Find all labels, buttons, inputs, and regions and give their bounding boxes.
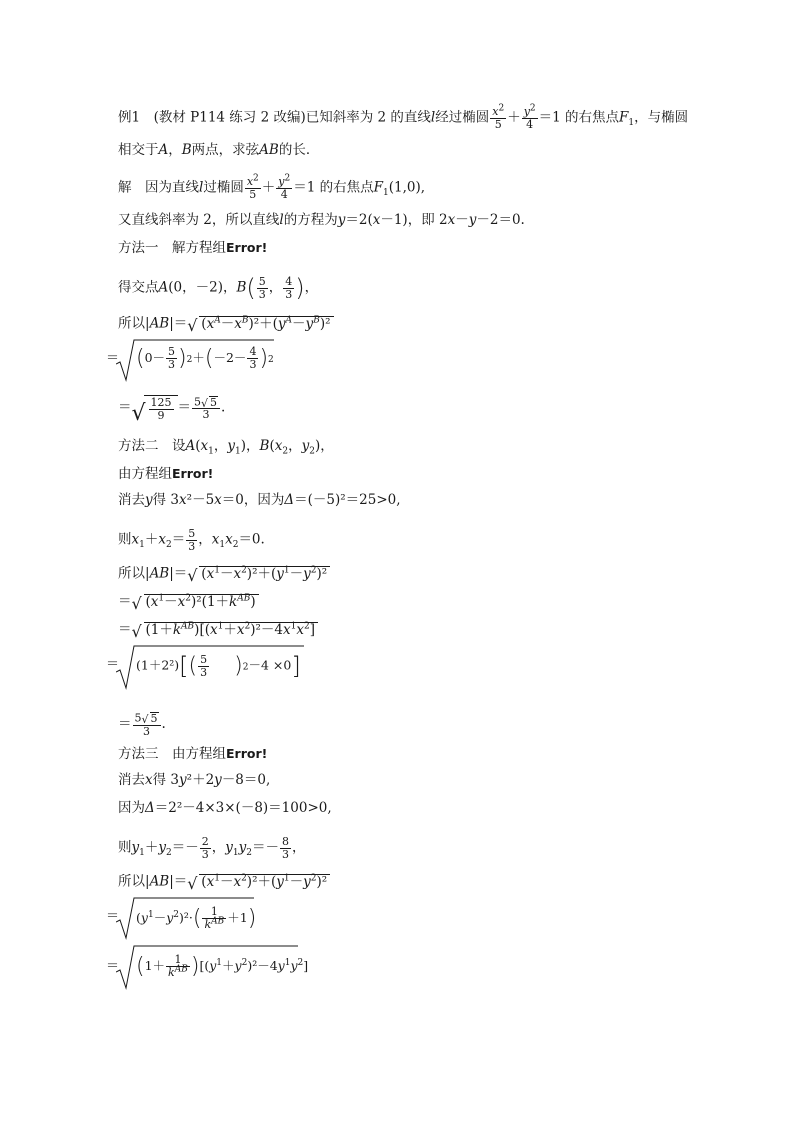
- method-2-title: 方法二 设$A(x_1$，$y_1$)，$B(x_2$，$y_2$)，: [118, 438, 334, 457]
- method-3-sqrt-b: $(y^1-y^2)^2\cdot$( $\frac{1}{k^{AB}}$ ＋1): [116, 896, 256, 940]
- method-1-result: ＝ √ $\frac{125}{9}$ ＝ 5 √ 5 3 .: [118, 394, 226, 427]
- method-2-result: ＝ 5 √ 5 3 .: [118, 711, 166, 738]
- line-equation: 又直线斜率为 2，所以直线l的方程为y＝2(x－1)，即 2x－y－2＝0.: [118, 212, 525, 228]
- method-2-line-a: 所以|AB|＝ √ $(x^1-x^2)^2+(y^1-y^2)^2$: [118, 566, 330, 582]
- method-2-line-c: ＝ √ $(1+k^{AB})[(x^1+x^2)^2-4x^1x^2]$: [118, 622, 318, 638]
- method-1-title: 方法一 解方程组Error!: [118, 240, 268, 256]
- method-2-system: 由方程组Error!: [118, 466, 214, 482]
- method-3-discriminant: 因为Δ＝2²－4×3×(－8)＝100>0,: [118, 800, 332, 816]
- method-3-sqrt-c: (1＋ $\frac{1}{k^{AB}}$ )$[(y^1+y^2)^2-4y^1y^2]$: [116, 944, 300, 990]
- method-1-distance-formula: 所以|AB|＝ √ $(x^A-x^B)^2+(y^A-y^B)^2$: [118, 316, 334, 332]
- example-statement-line-1: 例1 (教材 P114 练习 2 改编)已知斜率为 2 的直线l经过椭圆 $\frac{x^2}{5}$ ＋ $\frac{y^2}{4}$ ＝1 的右焦点$F_1$，与椭圆: [118, 103, 689, 131]
- document-page: 例1 (教材 P114 练习 2 改编)已知斜率为 2 的直线l经过椭圆 $\frac{x^2}{5}$ ＋ $\frac{y^2}{4}$ ＝1 的右焦点$F_1$，与椭圆 相交于A，B两点，求弦AB的长． 解 因为直线l过椭圆 $\frac{x^2}{5}$ ＋ $\frac{y^2}{4}$ ＝1 的右焦点$F_1(1,0)$, 又直线斜率为 2，所以直线l的方程为y＝2(x－1)，即 2x－y－2＝0. 方法一 解方程组Error! 得交点A(0，－2)，B( $\frac{5}{3}$ ， $\frac{4}{3}$ )， 所以|AB|＝ √ $(x^A-x^B)^2+(y^A-y^B)^2$ (0－ $\frac{5}{3}$ )2＋(－2－ $\frac{4}{3}$ )2 ＝ ＝ √ $\frac{125}{9}$ ＝ 5 √ 5 3 . 方法二 设$A(x_1$，$y_1$)，$B(x_2$，$y_2$)， 由方程组Error! 消去y得 3x²－5x＝0，因为Δ＝(－5)²＝25>0, 则$x_1+x_2=$ $\frac{5}{3}$ ，$x_1x_2=0$. 所以|AB|＝ √ $(x^1-x^2)^2+(y^1-y^2)^2$ ＝ √ $(x^1-x^2)^2(1+k^{AB})$ ＝ √ $(1+k^{AB})[(x^1+x^2)^2-4x^1x^2]$ (1＋2²)[( $\frac{5}{3}$ )2－4 ×0] ＝ ＝ 5 √ 5 3 . 方法三 由方程组Error! 消去x得 3y²＋2y－8＝0, 因为Δ＝2²－4×3×(－8)＝100>0, 则$y_1+y_2=-$ $\frac{2}{3}$ ，$y_1y_2=-$ $\frac{8}{3}$ ， 所以|AB|＝ √ $(x^1-x^2)^2+(y^1-y^2)^2$ $(y^1-y^2)^2\cdot$( $\frac{1}{k^{AB}}$ ＋1) ＝ (1＋ $\frac{1}{k^{AB}}$ )$[(y^1+y^2)^2-4y^1y^2]$ ＝: [0, 0, 794, 1123]
- method-1-sqrt-expression: (0－ $\frac{5}{3}$ )2＋(－2－ $\frac{4}{3}$ )2: [116, 338, 276, 382]
- frac-x2-over-5: $\frac{x^2}{5}$: [492, 103, 505, 131]
- example-statement-line-2: 相交于A，B两点，求弦AB的长．: [118, 142, 320, 158]
- method-3-line-a: 所以|AB|＝ √ $(x^1-x^2)^2+(y^1-y^2)^2$: [118, 874, 330, 890]
- method-2-line-b: ＝ √ $(x^1-x^2)^2(1+k^{AB})$: [118, 594, 259, 610]
- solution-line-1: 解 因为直线l过椭圆 $\frac{x^2}{5}$ ＋ $\frac{y^2}{4}$ ＝1 的右焦点$F_1(1,0)$,: [118, 173, 426, 201]
- method-2-vieta: 则$x_1+x_2=$ $\frac{5}{3}$ ，$x_1x_2=0$.: [118, 527, 265, 553]
- method-3-title: 方法三 由方程组Error!: [118, 746, 268, 762]
- method-3-vieta: 则$y_1+y_2=-$ $\frac{2}{3}$ ，$y_1y_2=-$ $\frac{8}{3}$ ，: [118, 835, 306, 861]
- method-3-elimination: 消去x得 3y²＋2y－8＝0,: [118, 772, 271, 788]
- method-1-points: 得交点A(0，－2)，B( $\frac{5}{3}$ ， $\frac{4}{3}$ )，: [118, 274, 319, 303]
- frac-y2-over-4: $\frac{y^2}{4}$: [523, 103, 536, 131]
- method-2-elimination: 消去y得 3x²－5x＝0，因为Δ＝(－5)²＝25>0,: [118, 492, 401, 508]
- method-2-sqrt-numeric: (1＋2²)[( $\frac{5}{3}$ )2－4 ×0]: [116, 644, 306, 690]
